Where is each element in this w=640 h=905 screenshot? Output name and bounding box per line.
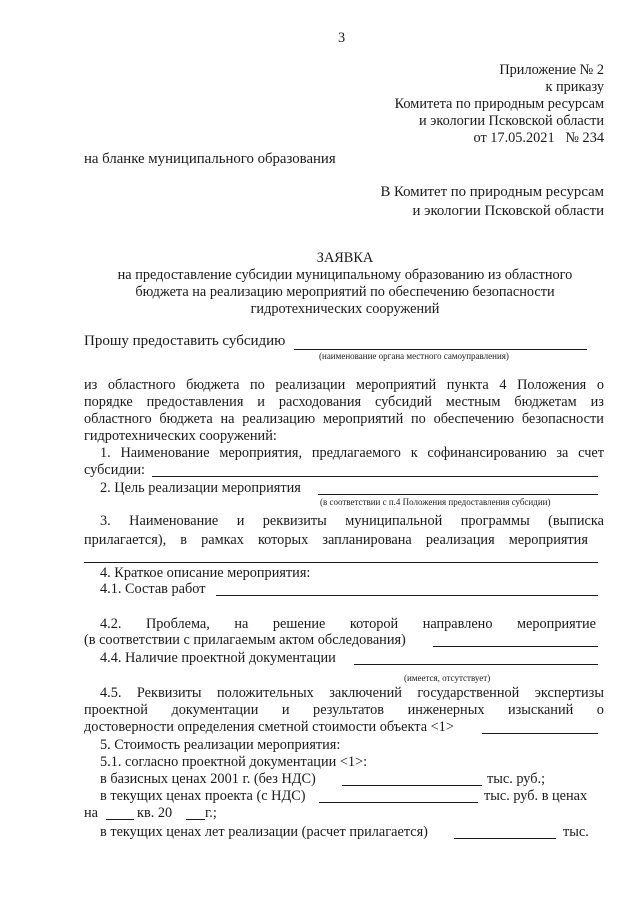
- item5-unit: тыс. руб.;: [487, 771, 546, 787]
- item1-line: субсидии:: [84, 462, 145, 478]
- quarter-field[interactable]: [106, 819, 134, 820]
- item5-unit: тыс. руб. в ценах: [484, 788, 588, 804]
- addressee-line: В Комитет по природным ресурсам: [380, 184, 604, 200]
- item42-line: [100, 617, 596, 631]
- item2-text: 2. Цель реализации мероприятия: [100, 480, 301, 496]
- word: мероприятие: [516, 616, 596, 632]
- word: результатов: [313, 702, 385, 718]
- word: бюджетам: [514, 394, 577, 410]
- title-line: гидротехнических сооружений: [250, 301, 440, 317]
- year-field[interactable]: [186, 819, 205, 820]
- item1-line: [100, 446, 604, 460]
- word: мероприятия: [508, 532, 588, 548]
- item5-line: на: [84, 805, 98, 821]
- word: Положения: [517, 377, 587, 393]
- title-line: на предоставление субсидии муниципальному образованию из областного: [117, 267, 573, 283]
- word: безопасности: [521, 411, 604, 427]
- word: рамках: [201, 532, 244, 548]
- word: направлено: [422, 616, 493, 632]
- item44-text: 4.4. Наличие проектной документации: [100, 650, 336, 666]
- item5-line: 5. Стоимость реализации мероприятия:: [100, 737, 341, 753]
- intro-line: [84, 412, 604, 426]
- item5-line: кв. 20: [137, 805, 173, 821]
- word: о: [596, 702, 604, 718]
- program-field[interactable]: [84, 562, 598, 563]
- intro-line: [84, 395, 604, 409]
- word: и: [257, 394, 265, 410]
- word: мероприятий: [355, 377, 437, 393]
- item5-unit: тыс.: [563, 824, 589, 840]
- event-goal-field[interactable]: [318, 494, 598, 495]
- problem-field[interactable]: [433, 646, 598, 647]
- word: 4.2.: [100, 616, 122, 632]
- word: заключений: [329, 685, 402, 701]
- word: областного: [84, 411, 152, 427]
- word: (выписка: [548, 513, 604, 529]
- word: 3.: [100, 513, 111, 529]
- word: реализация: [425, 532, 495, 548]
- word: софинансированию: [427, 445, 547, 461]
- word: счет: [578, 445, 604, 461]
- base-price-field[interactable]: [342, 785, 482, 786]
- event-name-field[interactable]: [152, 476, 598, 477]
- current-price-field[interactable]: [319, 802, 478, 803]
- item5-line: г.;: [205, 805, 217, 821]
- word: мероприятий: [322, 411, 404, 427]
- word: прилагается),: [84, 532, 167, 548]
- page-number: 3: [338, 30, 346, 46]
- item44-caption: (имеется, отсутствует): [404, 673, 491, 683]
- word: государственной: [417, 685, 520, 701]
- word: порядке: [84, 394, 133, 410]
- item4-line: 4.1. Состав работ: [100, 581, 206, 597]
- implementation-price-field[interactable]: [454, 838, 556, 839]
- word: 1.: [100, 445, 111, 461]
- word: документации: [171, 702, 259, 718]
- item45-line: [100, 686, 604, 700]
- letterhead-note: на бланке муниципального образования: [84, 151, 336, 167]
- word: экспертизы: [534, 685, 604, 701]
- word: мероприятия,: [219, 445, 303, 461]
- authority-name-caption: (наименование органа местного самоуправления): [319, 351, 509, 361]
- item45-line: достоверности определения сметной стоимости объекта <1>: [84, 719, 454, 735]
- item3-line: [84, 533, 588, 547]
- item42-line: (в соответствии с прилагаемым актом обследования): [84, 632, 406, 648]
- intro-line: гидротехнических сооружений:: [84, 428, 277, 444]
- word: предлагаемого: [311, 445, 401, 461]
- title-heading: ЗАЯВКА: [316, 250, 374, 266]
- word: 4: [499, 377, 507, 393]
- word: запланирована: [322, 532, 412, 548]
- word: обеспечению: [433, 411, 515, 427]
- word: 4.5.: [100, 685, 122, 701]
- request-text: Прошу предоставить субсидию: [84, 333, 286, 349]
- word: и: [281, 702, 290, 718]
- word: Проблема,: [145, 616, 210, 632]
- word: проектной: [84, 702, 148, 718]
- word: расходования: [278, 394, 362, 410]
- word: областного: [107, 377, 176, 393]
- word: из: [590, 394, 604, 410]
- word: которых: [257, 532, 309, 548]
- word: по: [411, 411, 426, 427]
- word: реквизиты: [262, 513, 327, 529]
- appendix-line: Приложение № 2: [499, 62, 604, 78]
- word: решение: [272, 616, 326, 632]
- word: бюджета: [186, 377, 240, 393]
- word: в: [180, 532, 188, 548]
- word: и: [236, 513, 245, 529]
- item5-line: в текущих ценах лет реализации (расчет прилагается): [100, 824, 428, 840]
- work-composition-field[interactable]: [216, 595, 598, 596]
- word: местным: [445, 394, 501, 410]
- word: к: [410, 445, 418, 461]
- item5-line: в текущих ценах проекта (с НДС): [100, 788, 306, 804]
- word: на: [220, 411, 235, 427]
- word: предоставления: [146, 394, 244, 410]
- word: Наименование: [120, 445, 210, 461]
- word: Реквизиты: [136, 685, 202, 701]
- word: пункта: [446, 377, 489, 393]
- item5-line: 5.1. согласно проектной документации <1>:: [100, 754, 368, 770]
- word: бюджета: [159, 411, 213, 427]
- title-line: бюджета на реализацию мероприятий по обеспечению безопасности: [135, 284, 555, 300]
- appendix-line: к приказу: [545, 79, 604, 95]
- word: по: [250, 377, 265, 393]
- word: изысканий: [507, 702, 574, 718]
- word: реализацию: [242, 411, 316, 427]
- word: программы: [460, 513, 530, 529]
- appendix-line: и экологии Псковской области: [418, 113, 604, 129]
- item5-line: в базисных ценах 2001 г. (без НДС): [100, 771, 316, 787]
- item3-line: [100, 514, 604, 528]
- word: о: [596, 377, 604, 393]
- appendix-line: от 17.05.2021 № 234: [473, 130, 604, 146]
- item4-line: 4. Краткое описание мероприятия:: [100, 565, 311, 581]
- item2-caption: (в соответствии с п.4 Положения предоставления субсидии): [320, 497, 551, 507]
- word: инженерных: [407, 702, 485, 718]
- word: на: [234, 616, 249, 632]
- item45-line: [84, 703, 604, 717]
- appendix-line: Комитета по природным ресурсам: [394, 96, 604, 112]
- word: которой: [349, 616, 399, 632]
- word: из: [84, 377, 98, 393]
- intro-line: [84, 378, 604, 392]
- word: за: [556, 445, 569, 461]
- word: реализации: [275, 377, 346, 393]
- addressee-line: и экологии Псковской области: [412, 203, 604, 219]
- expertise-field[interactable]: [482, 733, 598, 734]
- word: субсидий: [374, 394, 432, 410]
- word: муниципальной: [345, 513, 443, 529]
- word: Наименование: [129, 513, 219, 529]
- word: положительных: [217, 685, 314, 701]
- authority-name-field[interactable]: [294, 349, 587, 350]
- project-docs-field[interactable]: [354, 664, 598, 665]
